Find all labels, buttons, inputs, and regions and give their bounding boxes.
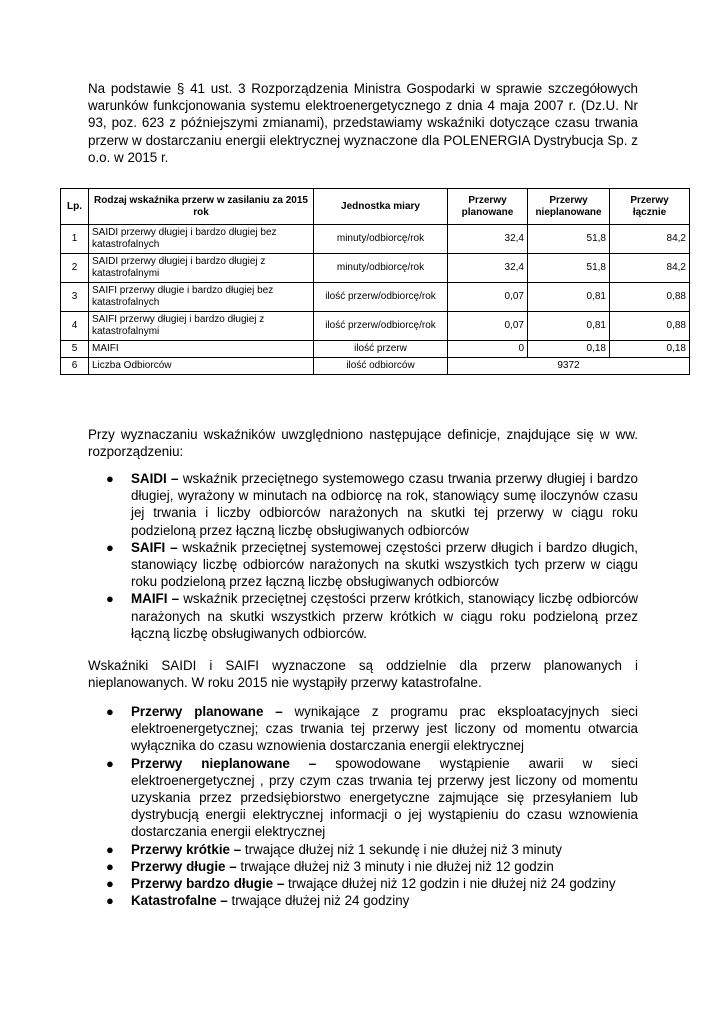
definitions-list xyxy=(88,470,638,642)
header-total: Przerwy łącznie xyxy=(610,189,690,225)
header-planned: Przerwy planowane xyxy=(448,189,528,225)
interruption-term: Przerwy bardzo długie – xyxy=(131,876,285,892)
interruption-term: Przerwy krótkie – xyxy=(131,841,242,857)
indices-table xyxy=(60,188,690,375)
interruption-term: Przerwy nieplanowane – xyxy=(131,755,317,771)
list-item xyxy=(88,858,638,875)
interruption-text: trwające dłużej niż 1 sekundę i nie dłużej niż 3 minuty xyxy=(241,841,562,857)
cell-unit: ilość przerw/odbiorcę/rok xyxy=(314,312,448,341)
bullet-icon: ● xyxy=(106,755,114,771)
cell-lp: 5 xyxy=(61,341,89,358)
interruption-text: trwające dłużej niż 3 minuty i nie dłużej niż 12 godzin xyxy=(236,858,554,874)
list-item xyxy=(88,875,638,892)
list-item xyxy=(88,590,638,642)
table-row xyxy=(61,341,690,358)
cell-planned: 0,07 xyxy=(448,312,528,341)
cell-planned: 32,4 xyxy=(448,225,528,254)
interruption-term: Przerwy planowane – xyxy=(131,704,283,719)
cell-lp: 1 xyxy=(61,225,89,254)
intro-paragraph: Na podstawie § 41 ust. 3 Rozporządzenia Ministra Gospodarki w sprawie szczegółowych warunków funkcjonowania systemu elektroenergetycznego z dnia 4 maja 2007 r. (Dz.U. Nr 93, poz. 623 z późniejszymi zmianami), przedstawiamy wskaźniki dotyczące czasu trwania przerw w dostarczaniu energii elektrycznej wyznaczone dla POLENERGIA Dystrybucja Sp. z o.o. w 2015 r. xyxy=(88,81,638,165)
table-row xyxy=(61,225,690,254)
definitions-intro: Przy wyznaczaniu wskaźników uwzględniono następujące definicje, znajdujące się w ww. rozporządzeniu: xyxy=(88,427,638,460)
cell-type: MAIFI xyxy=(89,341,314,358)
cell-type: SAIDI przerwy długiej i bardzo długiej z katastrofalnymi xyxy=(89,254,314,283)
cell-total: 0,88 xyxy=(610,283,690,312)
cell-total: 0,18 xyxy=(610,341,690,358)
cell-total: 0,88 xyxy=(610,312,690,341)
table-row xyxy=(61,283,690,312)
list-item xyxy=(88,470,638,539)
bullet-icon: ● xyxy=(106,841,114,857)
table-row xyxy=(61,358,690,375)
bullet-icon: ● xyxy=(106,591,114,607)
cell-total: 84,2 xyxy=(610,254,690,283)
cell-unit: minuty/odbiorcę/rok xyxy=(314,225,448,254)
cell-type: Liczba Odbiorców xyxy=(89,358,314,375)
bullet-icon: ● xyxy=(106,704,114,719)
bullet-icon: ● xyxy=(106,471,114,486)
cell-unit: minuty/odbiorcę/rok xyxy=(314,254,448,283)
cell-lp: 2 xyxy=(61,254,89,283)
header-unit: Jednostka miary xyxy=(314,189,448,225)
table-row xyxy=(61,254,690,283)
cell-customer-count: 9372 xyxy=(448,358,690,375)
cell-unplanned: 0,18 xyxy=(528,341,610,358)
header-unplanned: Przerwy nieplanowane xyxy=(528,189,610,225)
definition-text: wskaźnik przeciętnego systemowego czasu trwania przerwy długiej i bardzo długiej, wyrażony w minutach na odbiorcę na rok, stanowiący sumę iloczynów czasu jej trwania i liczby odbiorców narażonych na skutki tej przerwy w ciągu roku podzieloną przez łączną liczbę obsługiwanych odbiorców xyxy=(131,471,638,538)
list-item xyxy=(88,841,638,858)
cell-planned: 0 xyxy=(448,341,528,358)
cell-unplanned: 51,8 xyxy=(528,225,610,254)
interruption-term: Katastrofalne – xyxy=(131,893,228,909)
cell-lp: 4 xyxy=(61,312,89,341)
interruption-term: Przerwy długie – xyxy=(131,858,237,874)
cell-unit: ilość przerw xyxy=(314,341,448,358)
interruptions-list xyxy=(88,703,638,909)
header-type: Rodzaj wskaźnika przerw w zasilaniu za 2015 rok xyxy=(89,189,314,225)
definition-term: SAIFI – xyxy=(131,539,178,555)
table-header-row xyxy=(61,189,690,225)
header-lp: Lp. xyxy=(61,189,89,225)
bullet-icon: ● xyxy=(106,539,114,555)
cell-total: 84,2 xyxy=(610,225,690,254)
bullet-icon: ● xyxy=(106,876,114,892)
cell-unplanned: 0,81 xyxy=(528,312,610,341)
interruption-text: trwające dłużej niż 24 godziny xyxy=(227,893,410,909)
cell-planned: 32,4 xyxy=(448,254,528,283)
cell-type: SAIFI przerwy długie i bardzo długiej bez katastrofalnych xyxy=(89,283,314,312)
definition-term: SAIDI – xyxy=(131,471,179,486)
cell-unplanned: 0,81 xyxy=(528,283,610,312)
cell-unplanned: 51,8 xyxy=(528,254,610,283)
interruption-text: spowodowane wystąpienie awarii w sieci elektroenergetycznej , przy czym czas trwania tej przerwy jest liczony od momentu uzyskania przez przedsiębiorstwo energetyczne zajmujące się przesyłaniem lub dystrybucją energii elektrycznej informacji o jej wystąpieniu do czasu wznowienia dostarczania energii elektrycznej xyxy=(131,755,638,840)
cell-unit: ilość przerw/odbiorcę/rok xyxy=(314,283,448,312)
bullet-icon: ● xyxy=(106,858,114,874)
note-paragraph: Wskaźniki SAIDI i SAIFI wyznaczone są oddzielnie dla przerw planowanych i nieplanowanych. W roku 2015 nie wystąpiły przerwy katastrofalne. xyxy=(88,658,638,691)
definition-term: MAIFI – xyxy=(131,591,180,607)
list-item xyxy=(88,755,638,841)
definition-text: wskaźnik przeciętnej częstości przerw krótkich, stanowiący liczbę odbiorców narażonych na skutki wszystkich przerw krótkich w ciągu roku podzieloną przez łączną liczbę obsługiwanych odbiorców. xyxy=(131,591,639,641)
interruption-text: trwające dłużej niż 12 godzin i nie dłużej niż 24 godziny xyxy=(284,876,616,892)
interruption-text: wynikające z programu prac eksploatacyjnych sieci elektroenergetycznej; czas trwania tej przerwy jest liczony od momentu otwarcia wyłącznika do czasu wznowienia dostarczania energii elektrycznej xyxy=(131,704,638,754)
list-item xyxy=(88,703,638,755)
cell-lp: 3 xyxy=(61,283,89,312)
cell-planned: 0,07 xyxy=(448,283,528,312)
cell-lp: 6 xyxy=(61,358,89,375)
cell-type: SAIDI przerwy długiej i bardzo długiej bez katastrofalnych xyxy=(89,225,314,254)
table-row xyxy=(61,312,690,341)
cell-unit: ilość odbiorców xyxy=(314,358,448,375)
cell-type: SAIFI przerwy długiej i bardzo długiej z katastrofalnymi xyxy=(89,312,314,341)
list-item xyxy=(88,892,638,909)
bullet-icon: ● xyxy=(106,893,114,909)
definition-text: wskaźnik przeciętnej systemowej częstości przerw długich i bardzo długich, stanowiący liczbę odbiorców narażonych na skutki wszystkich tych przerw w ciągu roku podzieloną przez łączną liczbę obsługiwanych odbiorców xyxy=(131,539,639,590)
list-item xyxy=(88,539,638,591)
